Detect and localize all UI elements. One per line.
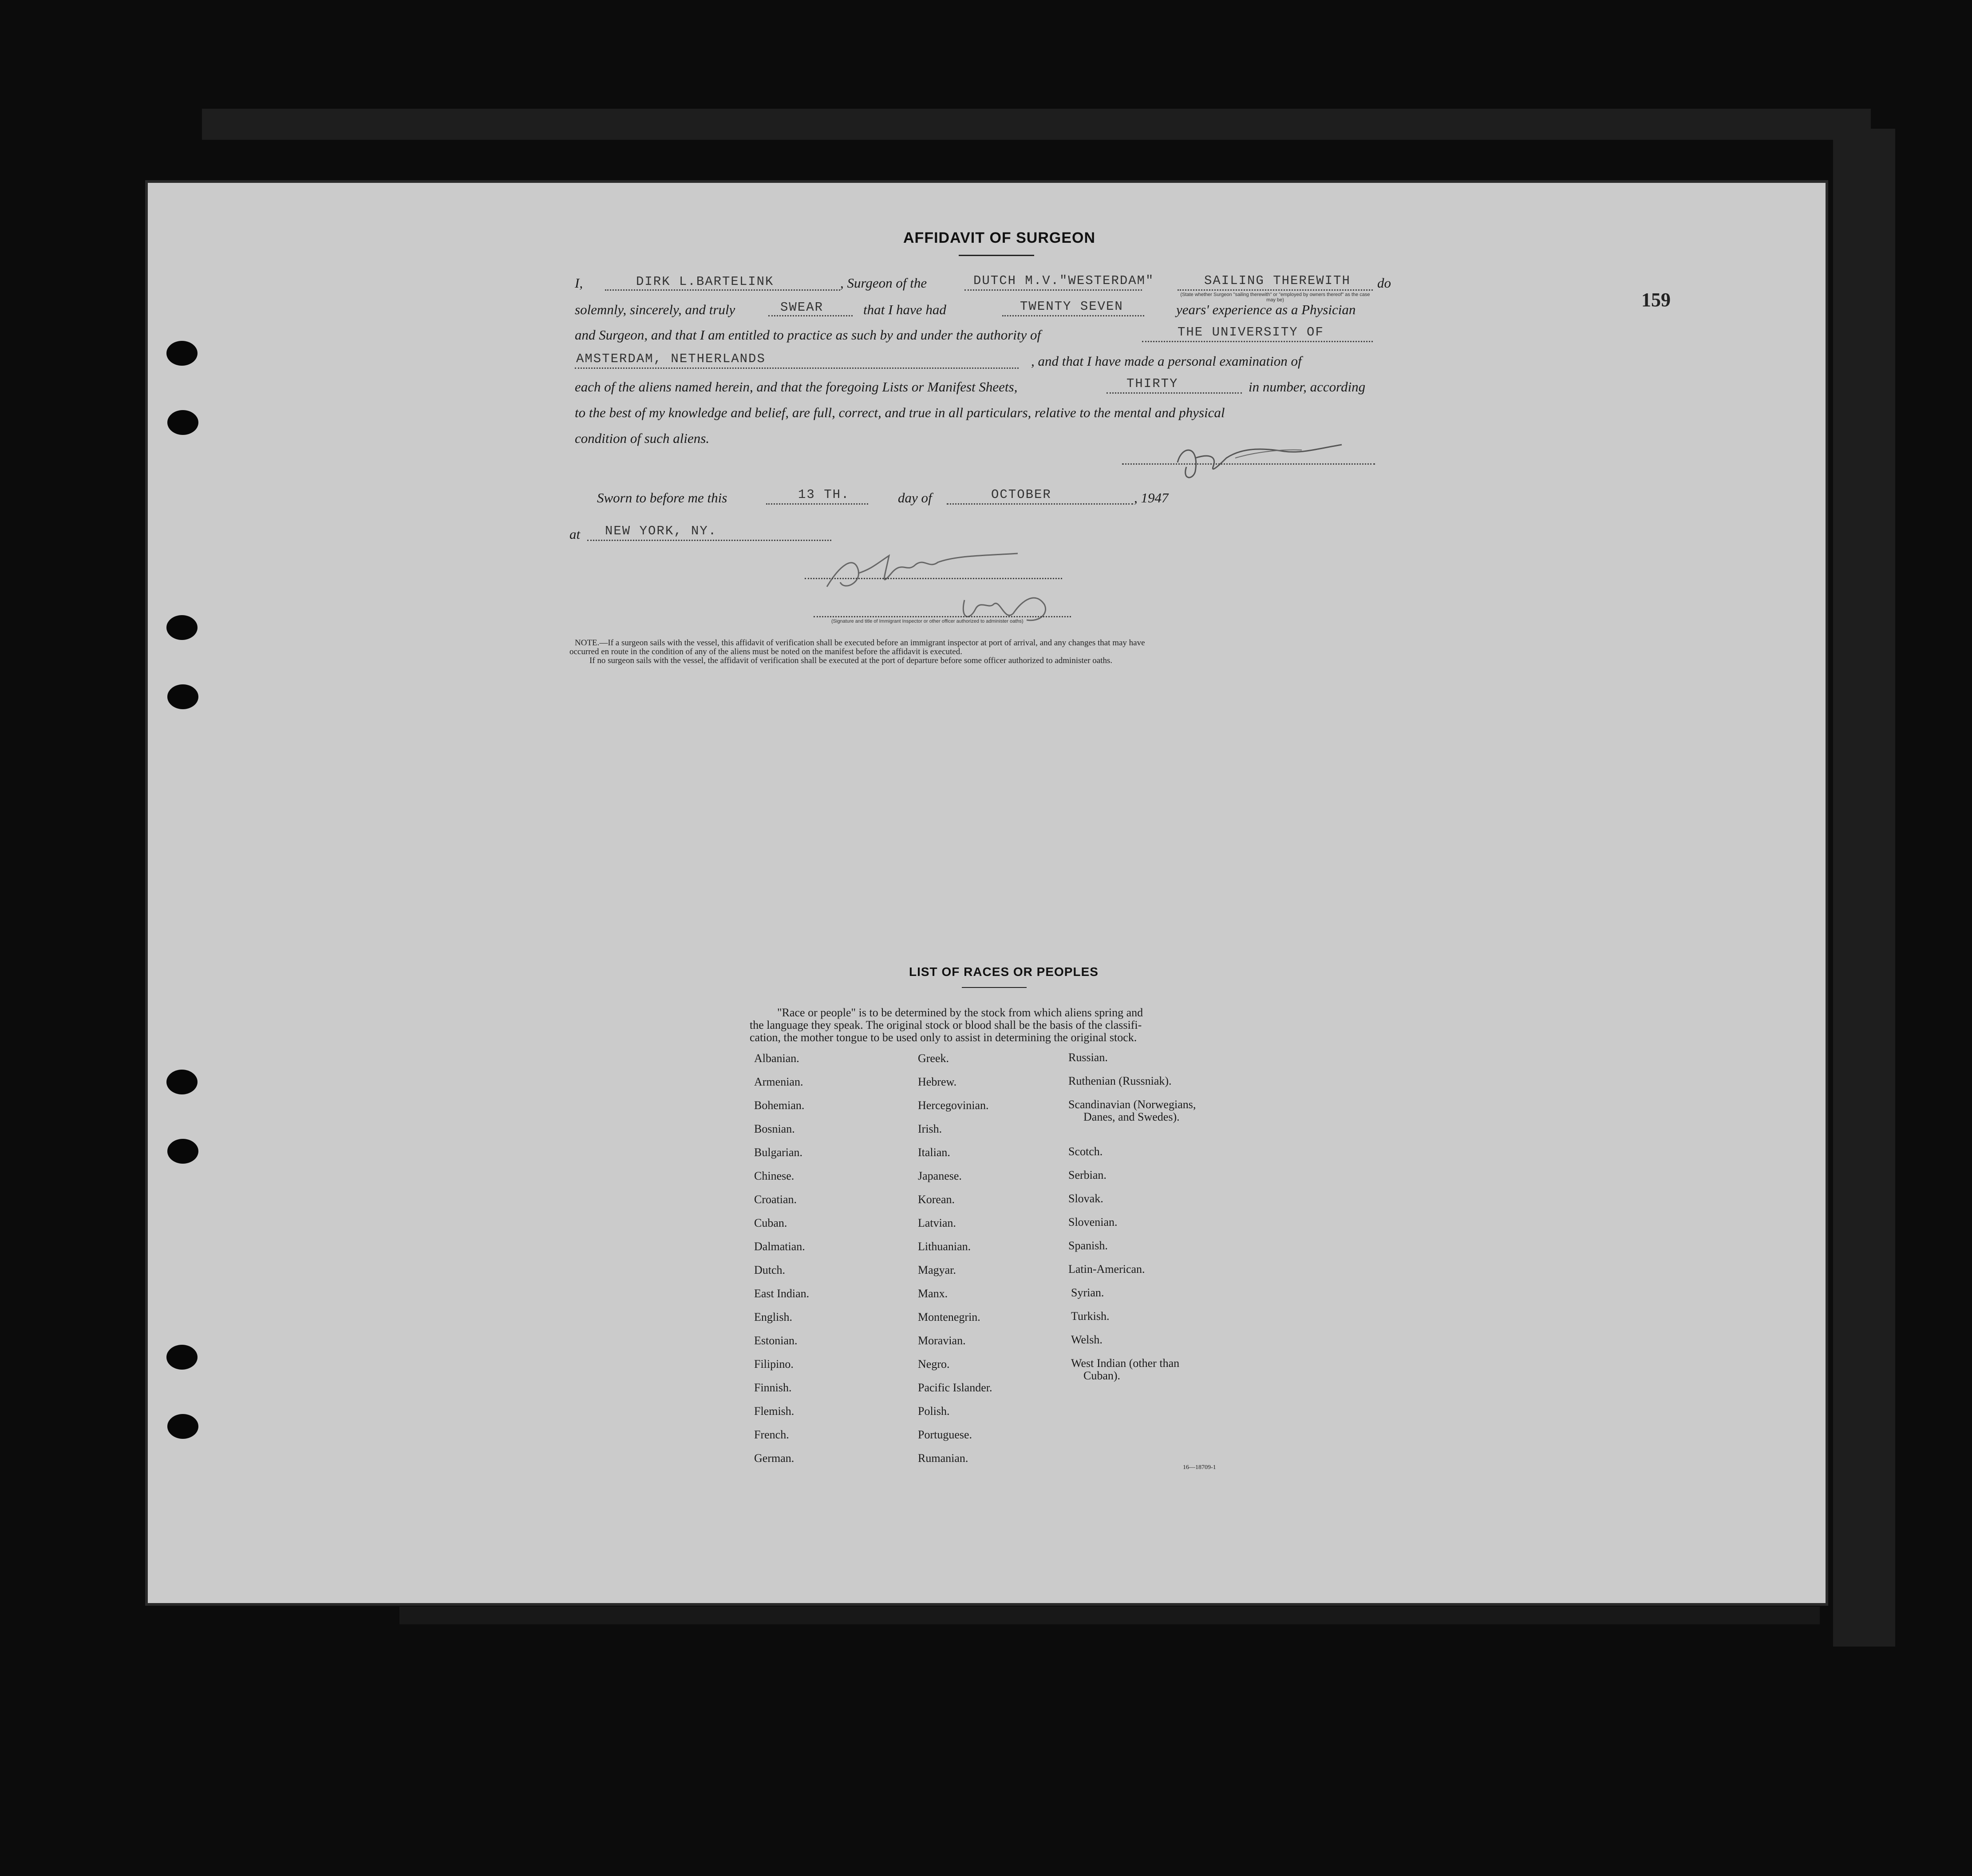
- race-item: French.: [754, 1428, 789, 1441]
- affidavit-line1-post: do: [1377, 275, 1391, 291]
- scan-border-top: [202, 109, 1871, 140]
- race-item: Dalmatian.: [754, 1240, 805, 1253]
- race-item: Lithuanian.: [918, 1240, 971, 1253]
- scan-border-right: [1833, 129, 1895, 1647]
- sworn-place: NEW YORK, NY.: [605, 524, 717, 538]
- race-item: East Indian.: [754, 1287, 810, 1300]
- race-item: Armenian.: [754, 1075, 803, 1088]
- day-field: [766, 503, 868, 505]
- punch-hole: [167, 410, 198, 435]
- race-item: Greek.: [918, 1052, 949, 1065]
- month-field: [947, 503, 1133, 505]
- page-number: 159: [1641, 289, 1671, 311]
- affidavit-line5-post: in number, according: [1249, 379, 1366, 395]
- race-item: Syrian.: [1071, 1286, 1104, 1299]
- affidavit-line4-post: , and that I have made a personal examination of: [1031, 353, 1302, 369]
- punch-hole: [166, 1070, 198, 1094]
- race-item: Serbian.: [1068, 1169, 1107, 1181]
- race-item: Irish.: [918, 1122, 942, 1135]
- races-title: LIST OF RACES OR PEOPLES: [909, 965, 1099, 979]
- at-label: at: [569, 526, 581, 542]
- races-intro-1: "Race or people" is to be determined by the stock from which aliens spring and: [777, 1006, 1143, 1019]
- punch-hole: [167, 1139, 198, 1164]
- race-item: Magyar.: [918, 1264, 956, 1276]
- years-experience: TWENTY SEVEN: [1020, 299, 1123, 314]
- sheets-field: [1107, 392, 1242, 394]
- years-field: [1002, 315, 1144, 316]
- race-item: Hercegovinian.: [918, 1099, 989, 1112]
- inspector-signature: [814, 538, 1089, 644]
- race-item: Croatian.: [754, 1193, 797, 1206]
- affidavit-line2-post: years' experience as a Physician: [1176, 302, 1356, 317]
- punch-hole: [166, 341, 198, 366]
- oath-field: [768, 315, 853, 316]
- punch-hole: [167, 1414, 198, 1439]
- inspector-line-1: [805, 578, 1062, 579]
- races-intro-2: the language they speak. The original stock or blood shall be the basis of the classifi-: [750, 1019, 1142, 1031]
- race-item: Montenegrin.: [918, 1311, 980, 1323]
- race-item: Rumanian.: [918, 1452, 968, 1465]
- race-item: Dutch.: [754, 1264, 786, 1276]
- races-intro-3: cation, the mother tongue to be used only to assist in determining the original stock.: [750, 1031, 1137, 1044]
- sheets-count: THIRTY: [1126, 376, 1178, 391]
- surgeon-name-field: [605, 289, 840, 291]
- race-item: Hebrew.: [918, 1075, 957, 1088]
- title-underline: [959, 255, 1034, 256]
- authority-field-2: [575, 367, 1019, 369]
- race-item: Portuguese.: [918, 1428, 972, 1441]
- race-item: Scotch.: [1068, 1145, 1103, 1158]
- race-item: Danes, and Swedes).: [1083, 1110, 1180, 1123]
- affidavit-line5-pre: each of the aliens named herein, and that the foregoing Lists or Manifest Sheets,: [575, 379, 1018, 395]
- vessel-field: [964, 289, 1142, 291]
- affidavit-line3: and Surgeon, and that I am entitled to practice as such by and under the authority of: [575, 327, 1041, 343]
- race-item: Turkish.: [1071, 1310, 1110, 1323]
- race-item: Cuban).: [1083, 1369, 1121, 1382]
- race-item: Moravian.: [918, 1334, 966, 1347]
- race-item: Slovenian.: [1068, 1216, 1118, 1228]
- race-item: Latvian.: [918, 1216, 956, 1229]
- sworn-month: OCTOBER: [991, 487, 1051, 502]
- sworn-day: 13 TH.: [798, 487, 850, 502]
- race-item: Slovak.: [1068, 1192, 1103, 1205]
- affidavit-title: AFFIDAVIT OF SURGEON: [903, 229, 1096, 246]
- race-item: Bosnian.: [754, 1122, 795, 1135]
- form-code: 16—18709-1: [1183, 1464, 1216, 1471]
- sworn-year: , 1947: [1134, 490, 1169, 506]
- race-item: Latin-American.: [1068, 1263, 1145, 1276]
- race-item: Filipino.: [754, 1358, 794, 1370]
- document-page: [148, 183, 1826, 1603]
- race-item: English.: [754, 1311, 792, 1323]
- surgeon-name: DIRK L.BARTELINK: [636, 274, 774, 289]
- race-item: West Indian (other than: [1071, 1357, 1180, 1370]
- race-item: Manx.: [918, 1287, 948, 1300]
- vessel-name: DUTCH M.V."WESTERDAM": [973, 273, 1154, 288]
- race-item: Chinese.: [754, 1169, 794, 1182]
- punch-hole: [166, 1345, 198, 1370]
- note-line-1: NOTE.—If a surgeon sails with the vessel, this affidavit of verification shall be executed before an immigrant inspector at port of arrival, and any changes that may have: [575, 638, 1145, 648]
- authority-2: AMSTERDAM, NETHERLANDS: [576, 352, 766, 366]
- race-item: Scandinavian (Norwegians,: [1068, 1098, 1196, 1111]
- oath-word: SWEAR: [780, 300, 824, 315]
- race-item: Estonian.: [754, 1334, 798, 1347]
- place-field: [587, 540, 831, 541]
- scan-border-bottom: [399, 1607, 1820, 1624]
- race-item: Flemish.: [754, 1405, 794, 1418]
- race-item: German.: [754, 1452, 794, 1465]
- authority-1: THE UNIVERSITY OF: [1178, 325, 1324, 340]
- affidavit-line7: condition of such aliens.: [575, 430, 710, 446]
- race-item: Japanese.: [918, 1169, 962, 1182]
- race-item: Bulgarian.: [754, 1146, 803, 1159]
- status-field: [1178, 289, 1373, 291]
- race-item: Spanish.: [1068, 1239, 1108, 1252]
- affidavit-line1-mid: , Surgeon of the: [840, 275, 927, 291]
- inspector-line-2: [814, 616, 1071, 617]
- race-item: Polish.: [918, 1405, 950, 1418]
- affidavit-line6: to the best of my knowledge and belief, are full, correct, and true in all particulars, relative to the mental and physical: [575, 405, 1225, 420]
- race-item: Korean.: [918, 1193, 955, 1206]
- races-title-underline: [962, 987, 1027, 988]
- note-line-3: If no surgeon sails with the vessel, the affidavit of verification shall be executed at the port of departure before some officer authorized to administer oaths.: [589, 656, 1113, 665]
- affidavit-line1-pre: I,: [575, 275, 583, 291]
- inspector-caption: (Signature and title of Immigrant Inspector or other officer authorized to administer oaths): [831, 619, 1024, 624]
- surgeon-signature: [1169, 431, 1373, 489]
- race-item: Albanian.: [754, 1052, 799, 1065]
- race-item: Bohemian.: [754, 1099, 805, 1112]
- sworn-day-label: day of: [898, 490, 932, 506]
- status-note: (State whether Surgeon "sailing therewith" or "employed by owners thereof" as the case may be): [1180, 292, 1370, 303]
- authority-field-1: [1142, 341, 1373, 342]
- punch-hole: [166, 615, 198, 640]
- affidavit-line2-mid: that I have had: [863, 302, 946, 317]
- punch-hole: [167, 684, 198, 709]
- race-item: Finnish.: [754, 1381, 792, 1394]
- affidavit-line2-pre: solemnly, sincerely, and truly: [575, 302, 735, 317]
- race-item: Negro.: [918, 1358, 950, 1370]
- race-item: Ruthenian (Russniak).: [1068, 1074, 1172, 1087]
- race-item: Italian.: [918, 1146, 950, 1159]
- note-line-2: occurred en route in the condition of any of the aliens must be noted on the manifest before the affidavit is executed.: [569, 647, 962, 656]
- race-item: Welsh.: [1071, 1333, 1103, 1346]
- race-item: Russian.: [1068, 1051, 1108, 1064]
- surgeon-status: SAILING THEREWITH: [1204, 273, 1351, 288]
- sworn-pre: Sworn to before me this: [597, 490, 727, 506]
- race-item: Cuban.: [754, 1216, 787, 1229]
- race-item: Pacific Islander.: [918, 1381, 992, 1394]
